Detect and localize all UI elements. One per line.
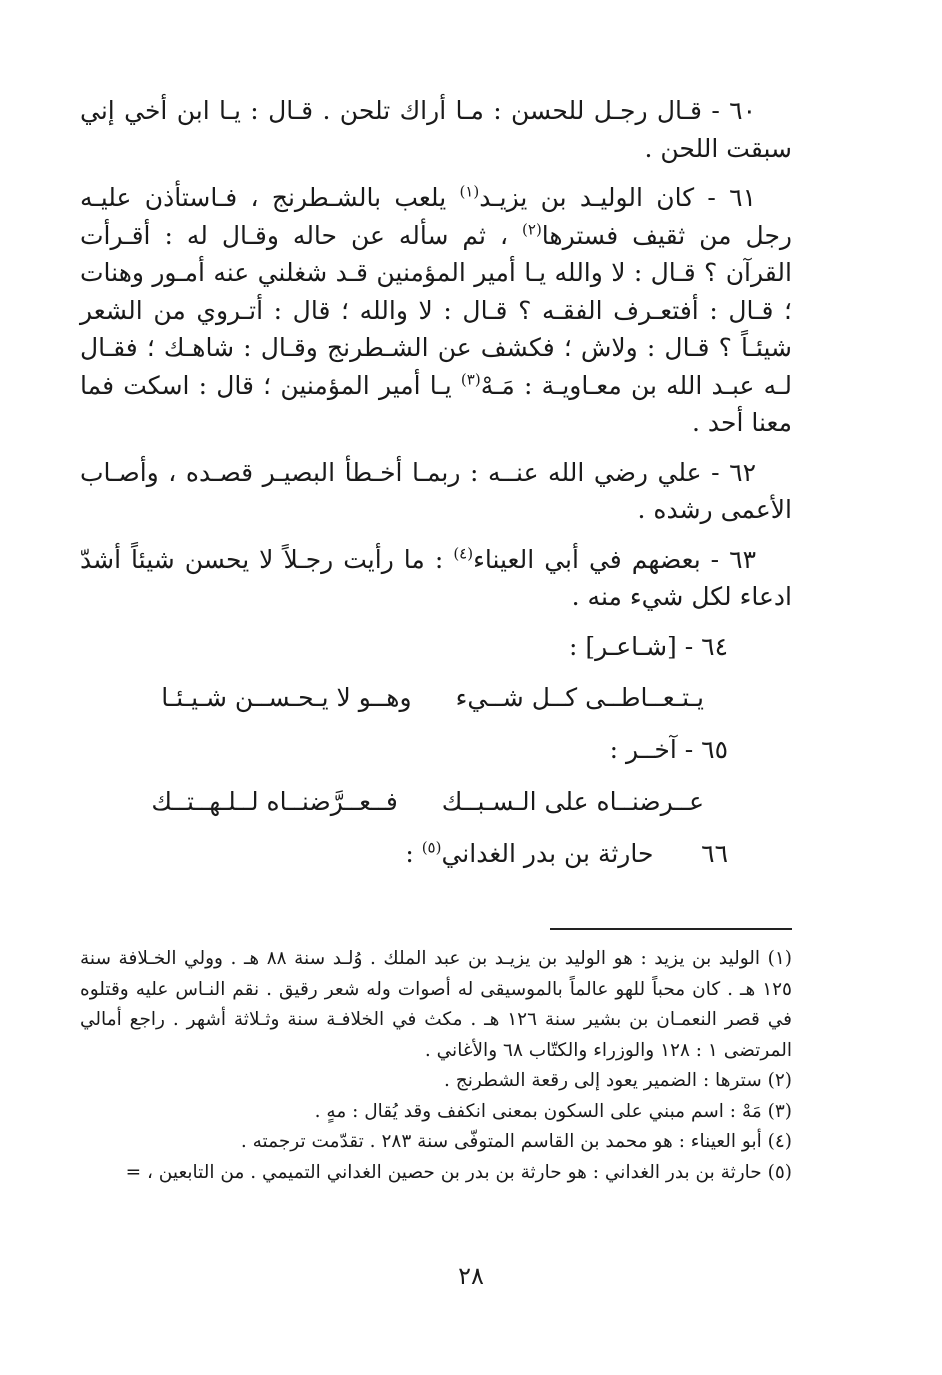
paragraph-61 <box>80 179 792 442</box>
poem-64-verse <box>80 677 792 719</box>
footnote-separator <box>550 928 792 930</box>
poem-66-colon: : <box>405 838 422 868</box>
paragraph-63-start: ٦٣ - بعضهم في أبي العيناء <box>473 544 757 574</box>
poem-65-first-hemistich: عــرضنــاه على الـسـبــك <box>441 786 704 816</box>
page-number: ٢٨ <box>458 1262 484 1290</box>
poem-65-second-hemistich: فــعــرَّضنــاه لــلـهــتــك <box>151 786 398 816</box>
footnote-ref-5[interactable]: (٥) <box>421 838 442 857</box>
paragraph-62-text: ٦٢ - علي رضي الله عنــه : ربمـا أخـطأ البصيـر قصـده ، وأصـاب الأعمى رشده . <box>80 457 792 524</box>
footnote-ref-4[interactable]: (٤) <box>453 544 474 563</box>
paragraph-60 <box>80 92 792 167</box>
footnote-5: (٥) حارثة بن بدر الغداني : هو حارثة بن بدر بن حصين الغداني التميمي . من التابعين ، = <box>125 1161 792 1183</box>
footnote-ref-3[interactable]: (٣) <box>460 370 481 389</box>
paragraph-61-start: ٦١ - كان الوليـد بن يزيـد <box>479 183 756 212</box>
footnote-ref-2[interactable]: (٢) <box>522 220 542 239</box>
footnote-4: (٤) أبو العيناء : هو محمد بن القاسم المتوفّى سنة ٢٨٣ . تقدّمت ترجمته . <box>240 1131 792 1152</box>
poem-64-heading: ٦٤ - [شـاعـر] : <box>568 631 728 661</box>
paragraph-60-text: ٦٠ - قـال رجـل للحسن : مـا أراك تلحن . قـال : يـا ابن أخي إني سبقت اللحن . <box>80 96 792 163</box>
poem-66-heading <box>80 835 792 873</box>
footnote-1: (١) الوليد بن يزيد : هو الوليد بن يزيـد بن عبد الملك . وُلـد سنة ٨٨ هـ . وولي الخـلافة سنة ١٢٥ هـ . كان محباً للهو عالماً بالموسيقى له أصوات وله شعر رقيق . نقم النـاس عليه وقتلوه في قصر النعمـان بن بشير سنة ١٢٦ هـ . مكث في الخلافـة سنة وثـلاثة أشهر . راجع أمالي المرتضى ١ : ١٢٨ والوزراء والكتّاب ٦٨ والأغاني . <box>80 948 792 1061</box>
paragraph-61-end: يـا أمير المؤمنين ؛ قال : اسكت فما معنا أحد . <box>80 370 792 437</box>
poem-66-number: ٦٦ <box>701 838 728 868</box>
paragraph-61-middle: يلعب بالشـطرنج ، فـاستأذن عليـه رجل من ثقيف فسترها <box>80 183 792 250</box>
poem-66-title: حارثة بن بدر الغداني <box>441 838 654 868</box>
main-text <box>80 92 792 884</box>
paragraph-63-end: : ما رأيت رجـلاً لا يحسن شيئاً أشدّ ادعاء لكل شيء منه . <box>80 544 792 611</box>
paragraph-63 <box>80 541 792 616</box>
poem-65-verse <box>80 781 792 823</box>
footnote-3: (٣) مَهْ : اسم مبني على السكون بمعنى انكفف وقد يُقال : مهٍ . <box>314 1100 792 1122</box>
paragraph-62 <box>80 454 792 529</box>
poem-64-first-hemistich: يـتـعــاطــى كــل شــيء <box>455 683 704 712</box>
poem-64-second-hemistich: وهــو لا يـحـســن شـيـئـا <box>161 683 412 712</box>
paragraph-61-middle2: ، ثم سأله عن حاله وقـال له : أقـرأت القرآن ؟ قـال : لا والله يـا أمير المؤمنين قـد شغلني عنه أمـور وهنات ؛ قـال : أفتعـرف الفقـه ؟ قـال : لا والله ؛ قال : أتـروي من الشعر شيئـاً ؟ قـال : ولاش ؛ فكشف عن الشـطرنج وقـال : شاهـك ؛ فقـال لـه عبـد الله بن معـاويـة : مَـهْ <box>80 220 792 400</box>
footnotes-section <box>80 944 792 1188</box>
footnote-2: (٢) سترها : الضمير يعود إلى رقعة الشطرنج . <box>444 1070 792 1091</box>
footnote-ref-1[interactable]: (١) <box>459 182 480 201</box>
poem-65-heading: ٦٥ - آخــر : <box>609 735 728 764</box>
